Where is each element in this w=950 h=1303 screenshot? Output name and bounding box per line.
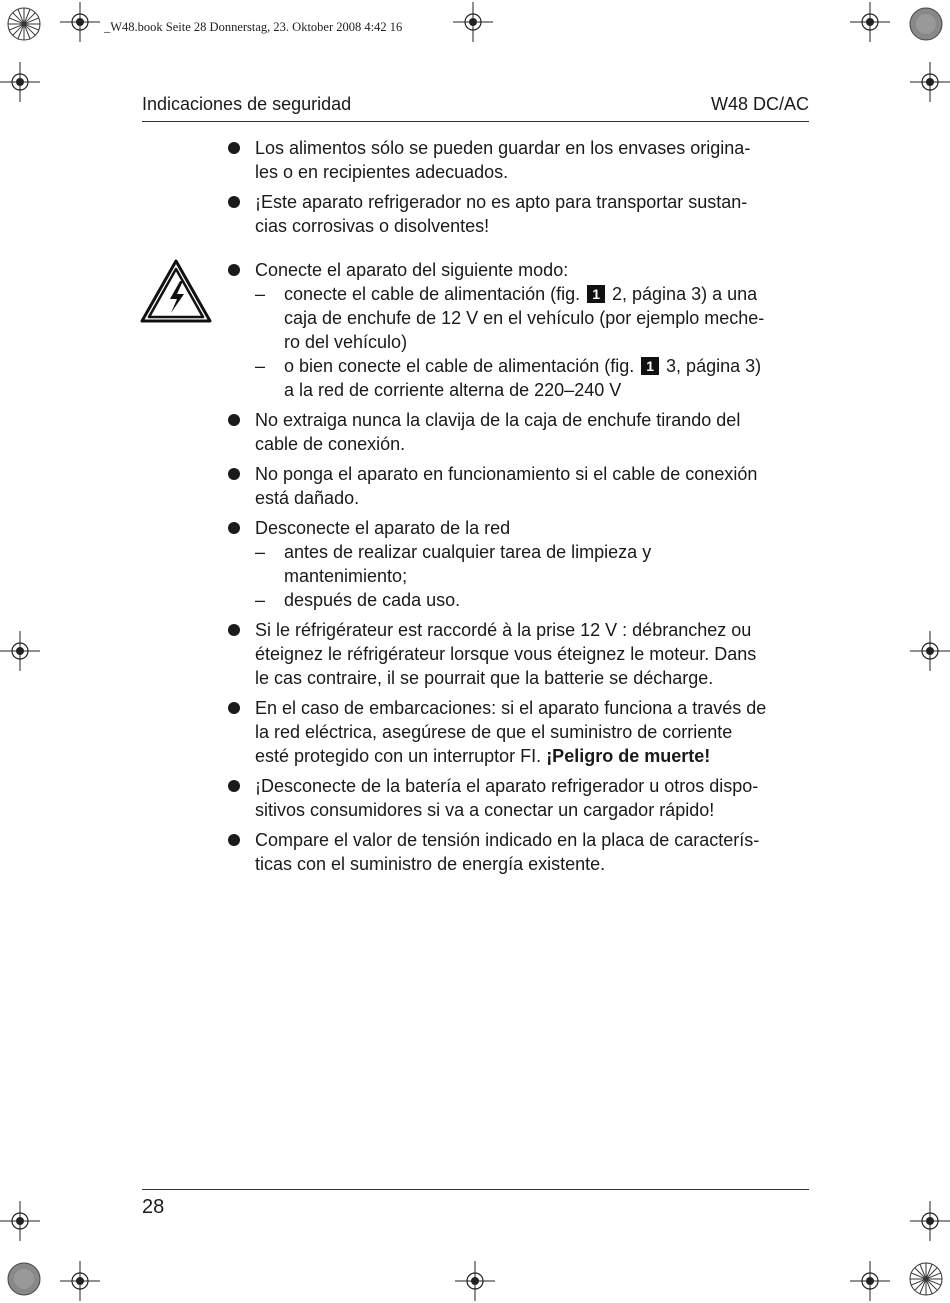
gray-balance-mark-icon [908,1261,944,1297]
item-text: antes de realizar cualquier tarea de limpieza y [284,542,652,562]
bullet-icon [228,624,240,636]
list-item [226,462,816,510]
item-text: le cas contraire, il se pourrait que la batterie se décharge. [255,668,714,688]
registration-mark-icon [455,1261,495,1301]
list-item [226,136,816,184]
item-text: después de cada uso. [284,590,461,610]
registration-mark-icon [850,1261,890,1301]
item-text: No extraiga nunca la clavija de la caja de enchufe tirando del [255,410,741,430]
item-text: ticas con el suministro de energía existente. [255,854,606,874]
item-text: o bien conecte el cable de alimentación (fig. 1 3, página 3) [284,356,762,376]
item-text: esté protegido con un interruptor FI. ¡Peligro de muerte! [255,746,711,766]
item-text: Si le réfrigérateur est raccordé à la prise 12 V : débranchez ou [255,620,752,640]
item-text: sitivos consumidores si va a conectar un cargador rápido! [255,800,715,820]
registration-mark-icon [60,1261,100,1301]
item-text: Conecte el aparato del siguiente modo: [255,260,569,280]
registration-mark-icon [453,2,493,42]
gray-balance-mark-icon [6,1261,42,1297]
item-text: caja de enchufe de 12 V en el vehículo (por ejemplo meche- [284,308,765,328]
page-number: 28 [142,1196,165,1218]
bullet-icon [228,468,240,480]
list-item [226,774,816,822]
electrical-hazard-icon [140,259,212,323]
item-text: Desconecte el aparato de la red [255,518,511,538]
list-item [226,190,816,238]
registration-mark-icon [0,62,40,102]
item-text: ¡Desconecte de la batería el aparato refrigerador u otros dispo- [255,776,759,796]
list-item [226,618,816,690]
registration-mark-icon [850,2,890,42]
item-text: En el caso de embarcaciones: si el aparato funciona a través de [255,698,767,718]
bullet-icon [228,264,240,276]
list-item [226,828,816,876]
registration-mark-icon [0,1201,40,1241]
item-text: mantenimiento; [284,566,408,586]
sub-item [255,540,816,588]
bullet-icon [228,522,240,534]
bullet-icon [228,780,240,792]
item-text: Los alimentos sólo se pueden guardar en los envases origina- [255,138,751,158]
bullet-icon [228,196,240,208]
bullet-icon [228,414,240,426]
item-text: No ponga el aparato en funcionamiento si el cable de conexión [255,464,758,484]
sub-item [255,588,816,612]
figure-reference: 1 [587,285,605,303]
section-title: Indicaciones de seguridad [142,94,352,114]
list-item [226,516,816,612]
running-header [142,94,809,122]
item-text: la red eléctrica, asegúrese de que el suministro de corriente [255,722,733,742]
item-text: ro del vehículo) [284,332,408,352]
bullet-icon [228,702,240,714]
item-text: conecte el cable de alimentación (fig. 1 2, página 3) a una [284,284,758,304]
dash-marker: – [255,590,266,610]
item-text: Compare el valor de tensión indicado en la placa de caracterís- [255,830,760,850]
registration-mark-icon [910,1201,950,1241]
sub-item [255,354,816,402]
dash-marker: – [255,356,266,376]
bullet-icon [228,834,240,846]
item-text: a la red de corriente alterna de 220–240 V [284,380,622,400]
sub-item [255,282,816,354]
safety-list [226,136,816,882]
list-item [226,258,816,402]
bullet-icon [228,142,240,154]
item-text: les o en recipientes adecuados. [255,162,509,182]
gray-balance-mark-icon [6,6,42,42]
danger-warning: ¡Peligro de muerte! [546,746,711,766]
item-text: cias corrosivas o disolventes! [255,216,490,236]
dash-marker: – [255,542,266,562]
registration-mark-icon [0,631,40,671]
model-name: W48 DC/AC [710,94,809,114]
registration-mark-icon [60,2,100,42]
registration-mark-icon [910,631,950,671]
print-slug: _W48.book Seite 28 Donnerstag, 23. Oktober 2008 4:42 16 [104,20,403,34]
list-item [226,408,816,456]
item-text: cable de conexión. [255,434,406,454]
item-text: está dañado. [255,488,360,508]
dash-marker: – [255,284,266,304]
list-item [226,696,816,768]
footer-divider [142,1189,809,1190]
gray-balance-mark-icon [908,6,944,42]
item-text: ¡Este aparato refrigerador no es apto para transportar sustan- [255,192,748,212]
figure-reference: 1 [641,357,659,375]
registration-mark-icon [910,62,950,102]
item-text: éteignez le réfrigérateur lorsque vous éteignez le moteur. Dans [255,644,757,664]
